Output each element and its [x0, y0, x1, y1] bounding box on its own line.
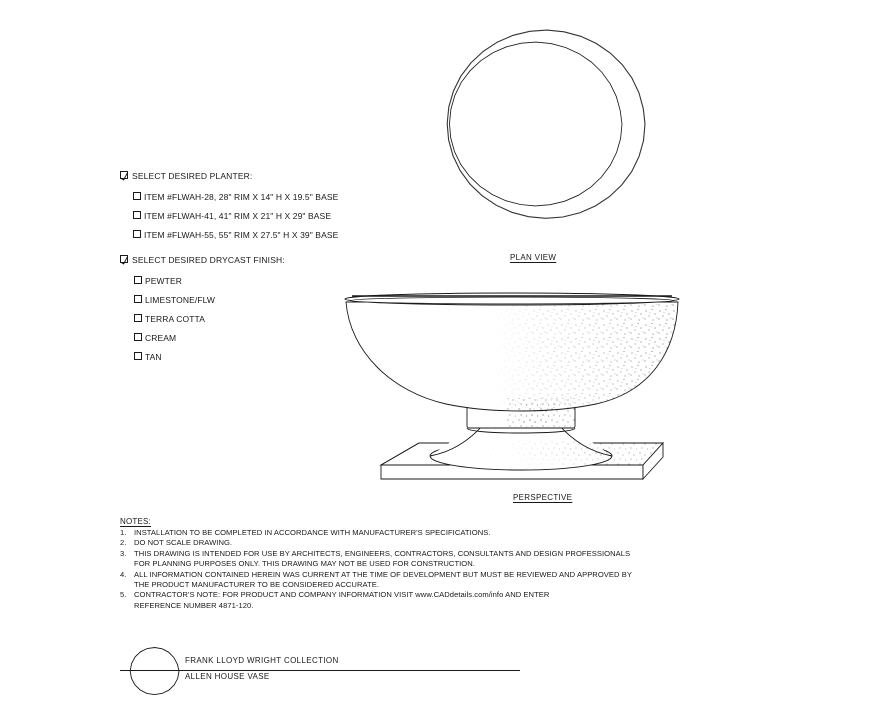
finish-option-label: CREAM: [145, 333, 177, 343]
note-text: [134, 549, 760, 570]
base-slab-front: [381, 465, 643, 479]
note-line: ALL INFORMATION CONTAINED HEREIN WAS CURRENT AT THE TIME OF DEVELOPMENT BUT MUST BE REVIEWED AND APPROVED BY: [134, 569, 632, 579]
note-text: [134, 538, 760, 548]
base-slab-right: [643, 443, 663, 479]
finish-option-label: LIMESTONE/FLW: [145, 295, 215, 305]
note-line: CONTRACTOR'S NOTE: FOR PRODUCT AND COMPANY INFORMATION VISIT www.CADdetails.com/info AND ENTER: [134, 590, 550, 600]
note-number: 5.: [120, 590, 127, 600]
note-number: 1.: [120, 528, 127, 537]
note-line-continued: THE PRODUCT MANUFACTURER TO BE CONSIDERED ACCURATE.: [134, 580, 380, 590]
note-text: [134, 528, 760, 538]
base-slab: [381, 443, 663, 479]
perspective-view-label: PERSPECTIVE: [513, 493, 573, 502]
planter-section-checkbox[interactable]: [120, 171, 128, 179]
note-item: [120, 538, 760, 548]
planter-section-label: SELECT DESIRED PLANTER:: [132, 171, 253, 181]
finish-option-row[interactable]: [134, 332, 420, 344]
collar-drum: [467, 397, 575, 428]
foot-right-profile: [548, 412, 612, 456]
finish-section-checkbox[interactable]: [120, 255, 128, 263]
foot: [430, 412, 612, 470]
finish-option-list: [134, 275, 420, 363]
note-text: [134, 590, 760, 611]
planter-option-label: ITEM #FLWAH-41, 41" RIM X 21" H X 29" BASE: [144, 211, 332, 221]
notes-block: [120, 517, 760, 611]
planter-option-label: ITEM #FLWAH-28, 28" RIM X 14" H X 19.5" BASE: [144, 192, 339, 202]
note-number: 2.: [120, 538, 127, 548]
finish-section-heading[interactable]: [120, 254, 420, 266]
note-number: 4.: [120, 569, 127, 579]
finish-option-label: TERRA COTTA: [145, 314, 205, 324]
note-line-continued: REFERENCE NUMBER 4871-120.: [134, 600, 254, 610]
planter-option-row[interactable]: [133, 229, 420, 241]
planter-option-checkbox[interactable]: [133, 192, 141, 200]
title-block-divider: [120, 670, 520, 671]
plan-view-drawing: [447, 30, 645, 218]
foot-footprint-ellipse: [430, 442, 612, 470]
planter-option-checkbox[interactable]: [133, 211, 141, 219]
foot-left-profile-2: [430, 412, 494, 456]
finish-option-checkbox[interactable]: [134, 352, 142, 360]
finish-option-checkbox[interactable]: [134, 276, 142, 284]
finish-option-checkbox[interactable]: [134, 295, 142, 303]
title-block: [120, 645, 540, 703]
plan-view-label: PLAN VIEW: [510, 253, 557, 262]
note-line: INSTALLATION TO BE COMPLETED IN ACCORDANCE WITH MANUFACTURER'S SPECIFICATIONS.: [134, 528, 491, 537]
title-block-product: ALLEN HOUSE VASE: [185, 672, 270, 681]
finish-option-checkbox[interactable]: [134, 333, 142, 341]
foot-body-fill: [430, 412, 612, 456]
finish-section-label: SELECT DESIRED DRYCAST FINISH:: [132, 255, 285, 265]
finish-option-label: PEWTER: [145, 276, 182, 286]
plan-inner-ring: [450, 42, 623, 206]
base-stipple-shading: [381, 412, 663, 465]
finish-option-row[interactable]: [134, 313, 420, 325]
note-item: [120, 570, 760, 591]
finish-option-checkbox[interactable]: [134, 314, 142, 322]
note-item: [120, 590, 760, 611]
collar-bottom-edge: [467, 428, 575, 433]
title-block-collection: FRANK LLOYD WRIGHT COLLECTION: [185, 656, 339, 665]
foot-left-profile: [430, 412, 494, 456]
note-item: [120, 549, 760, 570]
collar-top-ellipse: [467, 391, 575, 404]
note-item: [120, 528, 760, 538]
collar-stipple-shading: [505, 398, 575, 427]
collar-body: [492, 404, 550, 426]
planter-option-checkbox[interactable]: [133, 230, 141, 238]
planter-section-heading[interactable]: [120, 170, 420, 182]
note-line-continued: FOR PLANNING PURPOSES ONLY. THIS DRAWING MAY NOT BE USED FOR CONSTRUCTION.: [134, 559, 475, 569]
base-slab-left-edge: [381, 443, 419, 465]
finish-option-row[interactable]: [134, 294, 420, 306]
note-number: 3.: [120, 548, 127, 558]
note-line: DO NOT SCALE DRAWING.: [134, 538, 233, 548]
planter-option-row[interactable]: [133, 210, 420, 222]
base-slab-top: [381, 443, 663, 465]
note-line: THIS DRAWING IS INTENDED FOR USE BY ARCHITECTS, ENGINEERS, CONTRACTORS, CONSULTANTS AND DESIGN PROFESSIONALS: [134, 548, 631, 558]
plan-outer-ring: [447, 30, 645, 218]
planter-option-list: [133, 191, 420, 241]
finish-option-label: TAN: [145, 352, 162, 362]
notes-title: NOTES:: [120, 517, 151, 526]
planter-option-row[interactable]: [133, 191, 420, 203]
finish-option-row[interactable]: [134, 275, 420, 287]
planter-option-label: ITEM #FLWAH-55, 55" RIM X 27.5" H X 39" BASE: [144, 230, 339, 240]
finish-option-row[interactable]: [134, 351, 420, 363]
specification-block: [120, 170, 420, 363]
foot-right-profile-2: [548, 412, 612, 456]
note-text: [134, 570, 760, 591]
collar: [467, 391, 575, 434]
